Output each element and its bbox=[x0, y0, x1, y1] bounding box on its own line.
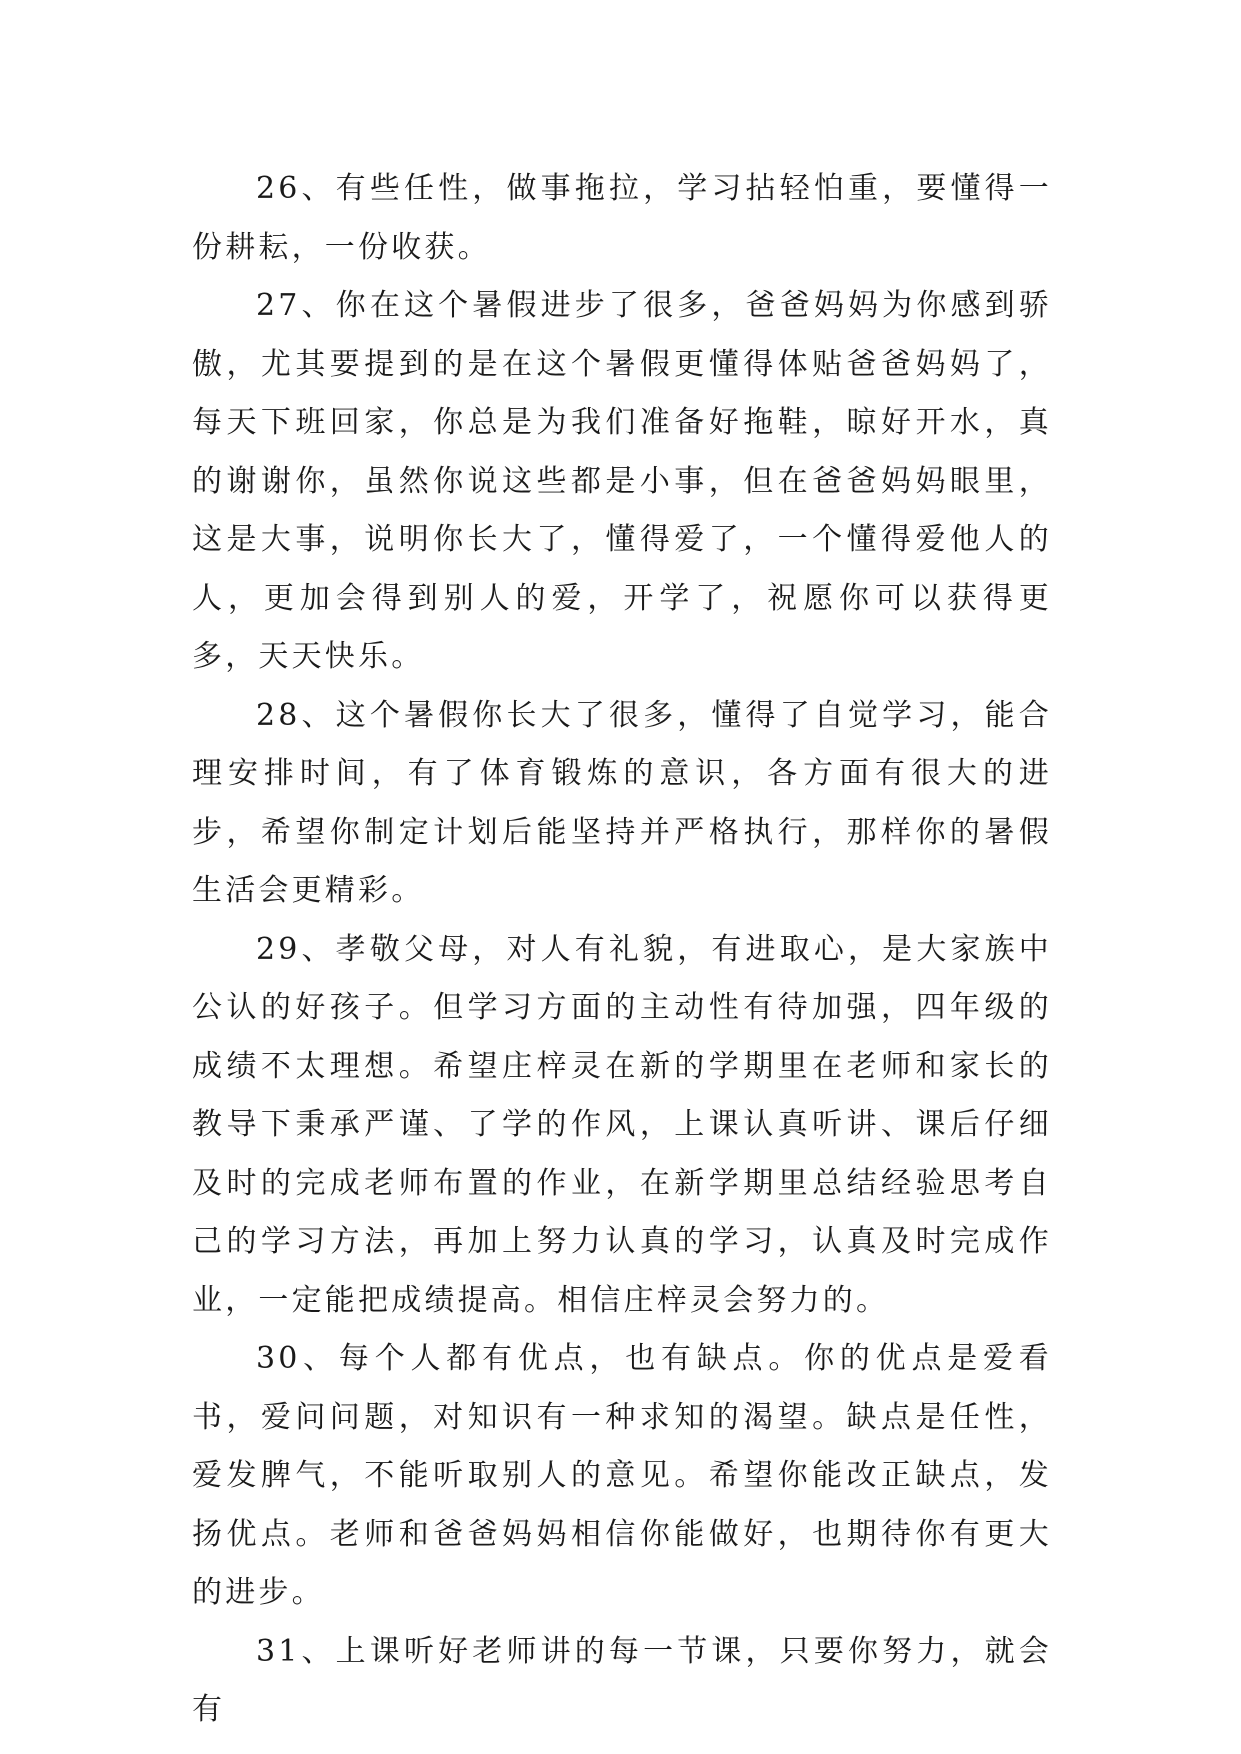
document-body bbox=[192, 160, 1052, 1740]
paragraph-26: 26、有些任性，做事拖拉，学习拈轻怕重，要懂得一份耕耘，一份收获。 bbox=[192, 171, 1052, 265]
paragraph-30: 30、每个人都有优点，也有缺点。你的优点是爱看书，爱问问题，对知识有一种求知的渴望。缺点是任性，爱发脾气，不能听取别人的意见。希望你能改正缺点，发扬优点。老师和爸爸妈妈相信你能做好，也期待你有更大的进步。 bbox=[192, 1341, 1052, 1610]
paragraph-27: 27、你在这个暑假进步了很多，爸爸妈妈为你感到骄傲，尤其要提到的是在这个暑假更懂得体贴爸爸妈妈了，每天下班回家，你总是为我们准备好拖鞋，晾好开水，真的谢谢你，虽然你说这些都是小事，但在爸爸妈妈眼里，这是大事，说明你长大了，懂得爱了，一个懂得爱他人的人，更加会得到别人的爱，开学了，祝愿你可以获得更多，天天快乐。 bbox=[192, 288, 1052, 674]
paragraph-28: 28、这个暑假你长大了很多，懂得了自觉学习，能合理安排时间，有了体育锻炼的意识，各方面有很大的进步，希望你制定计划后能坚持并严格执行，那样你的暑假生活会更精彩。 bbox=[192, 697, 1052, 908]
paragraph-29: 29、孝敬父母，对人有礼貌，有进取心，是大家族中公认的好孩子。但学习方面的主动性有待加强，四年级的成绩不太理想。希望庄梓灵在新的学期里在老师和家长的教导下秉承严谨、了学的作风，上课认真听讲、课后仔细及时的完成老师布置的作业，在新学期里总结经验思考自己的学习方法，再加上努力认真的学习，认真及时完成作业，一定能把成绩提高。相信庄梓灵会努力的。 bbox=[192, 931, 1052, 1318]
paragraph-31: 31、上课听好老师讲的每一节课，只要你努力，就会有 bbox=[192, 1633, 1052, 1727]
